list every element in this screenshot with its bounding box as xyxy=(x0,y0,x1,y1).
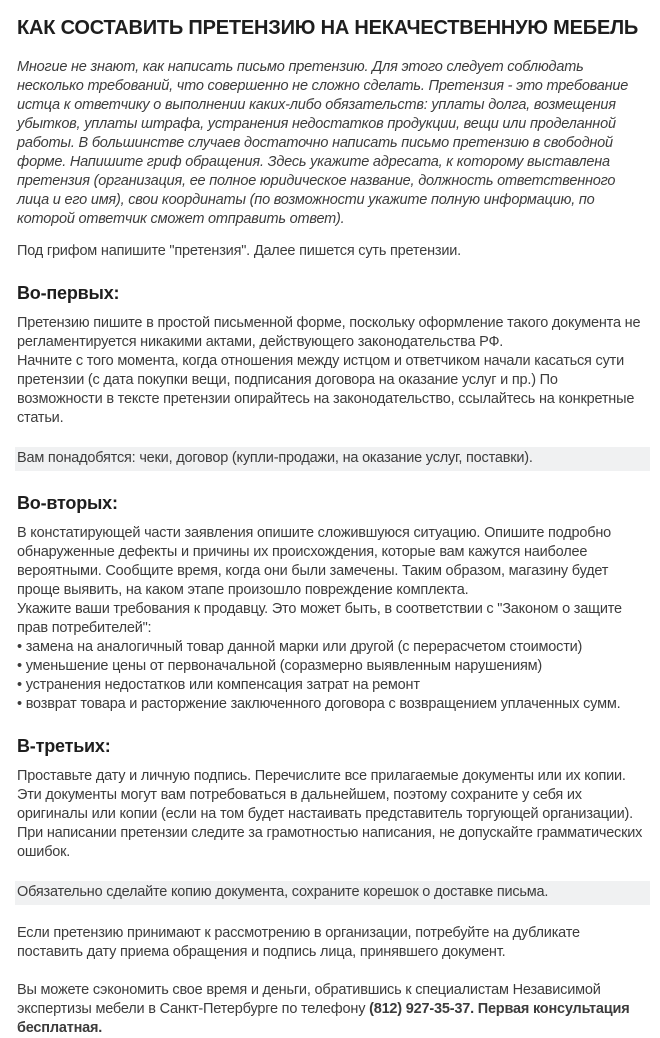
highlight-note-copy: Обязательно сделайте копию документа, сохраните корешок о доставке письма. xyxy=(15,881,650,905)
duplicate-note-paragraph: Если претензию принимают к рассмотрению в организации, потребуйте на дубликате поставить дату приема обращения и подпись лица, принявшего документ. xyxy=(17,925,580,960)
list-item: • устранения недостатков или компенсация затрат на ремонт xyxy=(17,676,646,695)
list-item: • возврат товара и расторжение заключенного договора с возвращением уплаченных сумм. xyxy=(17,695,646,714)
paragraph: Претензию пишите в простой письменной форме, поскольку оформление такого документа не регламентируется никакими актами, действующего законодательства РФ. xyxy=(17,315,641,350)
section-first-body xyxy=(17,314,646,428)
paragraph: Начните с того момента, когда отношения между истцом и ответчиком начали касаться сути претензии (с дата покупки вещи, подписания договора на оказание услуг и пр.) По возможности в тексте претензии опирайтесь на законодательство, ссылайтесь на конкретные статьи. xyxy=(17,353,635,426)
paragraph: В констатирующей части заявления опишите сложившуюся ситуацию. Опишите подробно обнаруженные дефекты и причины их происхождения, которые вам кажутся наиболее вероятными. Сообщите время, когда они были замечены. Таким образом, магазину будет проще выявить, на каком этапе произошло повреждение комплекта. xyxy=(17,525,611,598)
highlight-note-documents: Вам понадобятся: чеки, договор (купли-продажи, на оказание услуг, поставки). xyxy=(15,447,650,471)
intro-paragraph: Многие не знают, как написать письмо претензию. Для этого следует соблюдать несколько требований, что совершенно не сложно сделать. Претензия - это требование истца к ответчику о выполнении каких-либо обязательств: уплаты долга, возмещения убытков, уплаты штрафа, устранения недостатков продукции, вещи или проделанной работы. В большинстве случаев достаточно написать письмо претензию в свободной форме. Напишите гриф обращения. Здесь укажите адресата, к которому выставлена претензия (организация, ее полное юридическое название, должность ответственного лица и его имя), свои координаты (по возможности укажите полную информацию, по которой ответчик сможет отправить ответ). xyxy=(17,59,629,227)
list-item: • замена на аналогичный товар данной марки или другой (с перерасчетом стоимости) xyxy=(17,638,646,657)
section-heading-third: В-третьих: xyxy=(17,736,111,756)
paragraph: Проставьте дату и личную подпись. Перечислите все прилагаемые документы или их копии. Эти документы могут вам потребоваться в дальнейшем, поэтому сохраните у себя их оригиналы или копии (если на том будет настаивать представитель торгующей организации). При написании претензии следите за грамотностью написания, не допускайте грамматических ошибок. xyxy=(17,768,643,860)
closing-text: Вы можете сэкономить свое время и деньги, обратившись к специалистам Независимой экспертизы мебели в Санкт-Петербурге по телефону xyxy=(17,982,601,1017)
phone-number: (812) 927-35-37. Первая консультация бесплатная. xyxy=(17,1001,630,1036)
section-heading-first: Во-первых: xyxy=(17,283,120,303)
requirements-list xyxy=(17,638,646,714)
paragraph: Укажите ваши требования к продавцу. Это может быть, в соответствии с "Законом о защите прав потребителей": xyxy=(17,601,622,636)
section-third-body xyxy=(17,767,646,862)
section-second-body xyxy=(17,524,646,638)
page-title: КАК СОСТАВИТЬ ПРЕТЕНЗИЮ НА НЕКАЧЕСТВЕННУЮ МЕБЕЛЬ xyxy=(17,17,639,39)
list-item: • уменьшение цены от первоначальной (соразмерно выявленным нарушениям) xyxy=(17,657,646,676)
grif-note-paragraph: Под грифом напишите "претензия". Далее пишется суть претензии. xyxy=(17,243,461,259)
section-heading-second: Во-вторых: xyxy=(17,493,118,513)
